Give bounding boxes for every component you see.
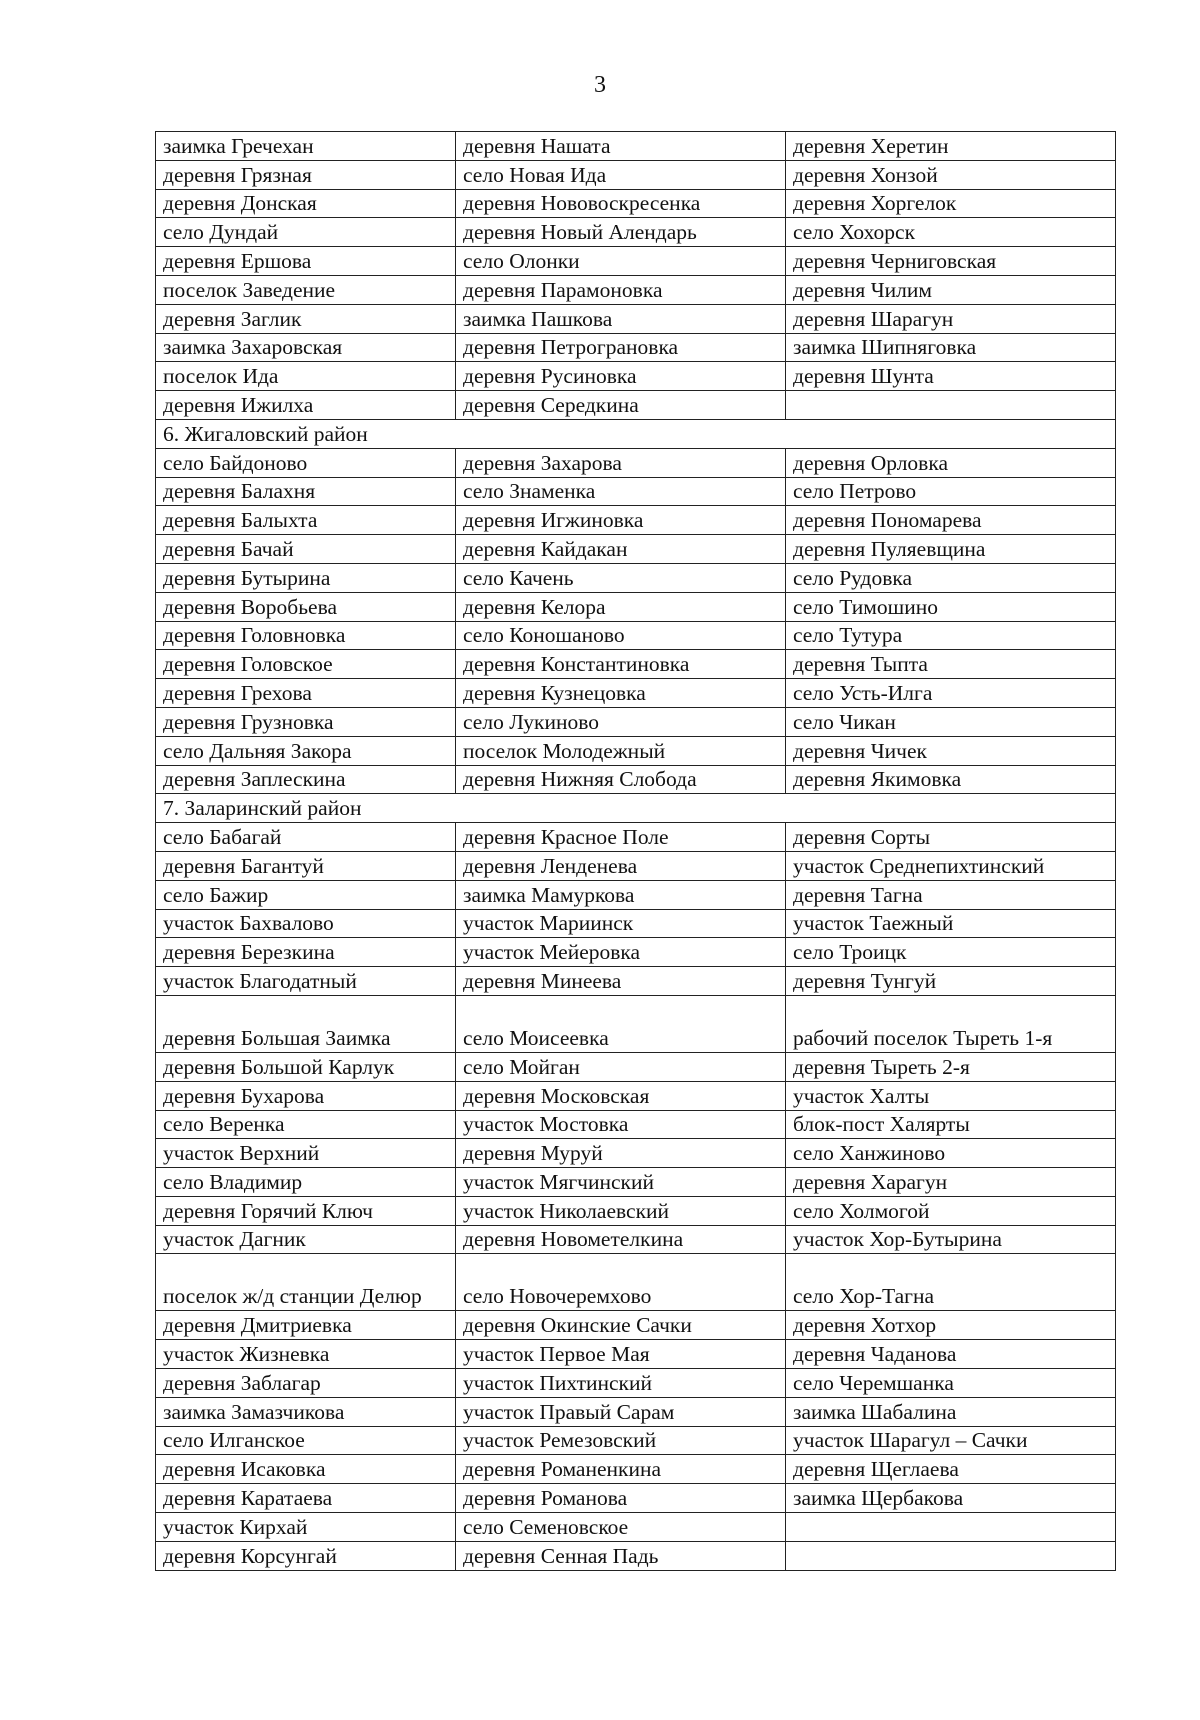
table-cell: деревня Большой Карлук — [156, 1052, 456, 1081]
table-cell: деревня Минеева — [456, 967, 786, 996]
table-cell: деревня Хотхор — [786, 1311, 1116, 1340]
table-cell: село Семеновское — [456, 1513, 786, 1542]
table-cell: деревня Заглик — [156, 304, 456, 333]
table-cell: деревня Чаданова — [786, 1340, 1116, 1369]
table-cell: участок Дагник — [156, 1225, 456, 1254]
table-cell: село Качень — [456, 563, 786, 592]
table-row — [156, 1340, 1116, 1369]
table-cell: деревня Пуляевщина — [786, 535, 1116, 564]
table-cell: деревня Большая Заимка — [156, 995, 456, 1052]
table-cell: деревня Сенная Падь — [456, 1541, 786, 1570]
table-row — [156, 477, 1116, 506]
table-cell — [786, 1541, 1116, 1570]
table-cell: деревня Сорты — [786, 823, 1116, 852]
table-row — [156, 1484, 1116, 1513]
table-cell — [786, 391, 1116, 420]
table-row — [156, 391, 1116, 420]
table-row — [156, 1513, 1116, 1542]
table-row — [156, 1311, 1116, 1340]
table-cell: участок Николаевский — [456, 1196, 786, 1225]
table-cell: блок-пост Халярты — [786, 1110, 1116, 1139]
table-cell: деревня Березкина — [156, 938, 456, 967]
table-cell: село Веренка — [156, 1110, 456, 1139]
table-cell: село Тимошино — [786, 592, 1116, 621]
table-cell: поселок Заведение — [156, 275, 456, 304]
table-cell: село Рудовка — [786, 563, 1116, 592]
table-row — [156, 506, 1116, 535]
table-cell: деревня Хонзой — [786, 160, 1116, 189]
table-row — [156, 160, 1116, 189]
table-cell: деревня Головновка — [156, 621, 456, 650]
table-cell: деревня Донская — [156, 189, 456, 218]
table-cell: участок Мостовка — [456, 1110, 786, 1139]
table-cell: деревня Заплескина — [156, 765, 456, 794]
table-cell: деревня Игжиновка — [456, 506, 786, 535]
table-cell: участок Первое Мая — [456, 1340, 786, 1369]
table-cell: заимка Щербакова — [786, 1484, 1116, 1513]
table-cell: заимка Гречехан — [156, 132, 456, 161]
table-cell: деревня Красное Поле — [456, 823, 786, 852]
table-cell: участок Благодатный — [156, 967, 456, 996]
table-cell: село Ханжиново — [786, 1139, 1116, 1168]
table-cell: деревня Балахня — [156, 477, 456, 506]
table-cell: село Хохорск — [786, 218, 1116, 247]
table-cell: рабочий поселок Тыреть 1-я — [786, 995, 1116, 1052]
table-cell: деревня Головское — [156, 650, 456, 679]
table-cell: село Знаменка — [456, 477, 786, 506]
table-cell: деревня Тунгуй — [786, 967, 1116, 996]
table-row — [156, 765, 1116, 794]
table-row — [156, 967, 1116, 996]
table-row — [156, 1168, 1116, 1197]
table-cell: деревня Щеглаева — [786, 1455, 1116, 1484]
table-row — [156, 1455, 1116, 1484]
table-cell: поселок ж/д станции Делюр — [156, 1254, 456, 1311]
table-cell: село Илганское — [156, 1426, 456, 1455]
table-row — [156, 218, 1116, 247]
table-cell: деревня Новометелкина — [456, 1225, 786, 1254]
table-row — [156, 563, 1116, 592]
table-row — [156, 592, 1116, 621]
table-cell: деревня Константиновка — [456, 650, 786, 679]
table-cell: село Байдоново — [156, 448, 456, 477]
table-row — [156, 736, 1116, 765]
table-cell: участок Таежный — [786, 909, 1116, 938]
section-title: 6. Жигаловский район — [156, 419, 1116, 448]
table-cell: деревня Парамоновка — [456, 275, 786, 304]
table-cell: участок Правый Сарам — [456, 1397, 786, 1426]
table-row — [156, 938, 1116, 967]
table-cell: деревня Ижилха — [156, 391, 456, 420]
table-cell: участок Мейеровка — [456, 938, 786, 967]
table-row — [156, 189, 1116, 218]
table-cell: участок Бахвалово — [156, 909, 456, 938]
table-cell: деревня Шарагун — [786, 304, 1116, 333]
table-cell: участок Пихтинский — [456, 1369, 786, 1398]
table-cell: деревня Тагна — [786, 880, 1116, 909]
table-cell: поселок Ида — [156, 362, 456, 391]
table-cell: деревня Балыхта — [156, 506, 456, 535]
table-cell: село Петрово — [786, 477, 1116, 506]
table-cell: деревня Кайдакан — [456, 535, 786, 564]
table-cell: деревня Келора — [456, 592, 786, 621]
table-row — [156, 1254, 1116, 1311]
table-cell: деревня Воробьева — [156, 592, 456, 621]
table-cell: заимка Мамуркова — [456, 880, 786, 909]
table-cell: участок Мариинск — [456, 909, 786, 938]
table-row — [156, 1110, 1116, 1139]
table-cell: село Дундай — [156, 218, 456, 247]
table-row — [156, 1052, 1116, 1081]
table-cell: деревня Нижняя Слобода — [456, 765, 786, 794]
table-cell: село Бажир — [156, 880, 456, 909]
table-cell: село Тутура — [786, 621, 1116, 650]
table-cell: деревня Харагун — [786, 1168, 1116, 1197]
table-row — [156, 1426, 1116, 1455]
table-cell: деревня Чилим — [786, 275, 1116, 304]
table-row — [156, 1139, 1116, 1168]
table-cell: деревня Петрограновка — [456, 333, 786, 362]
settlements-table-body — [156, 132, 1116, 1571]
table-cell: деревня Русиновка — [456, 362, 786, 391]
table-cell: деревня Нововоскресенка — [456, 189, 786, 218]
table-cell: село Дальняя Закора — [156, 736, 456, 765]
table-cell: село Коношаново — [456, 621, 786, 650]
table-cell: село Хор-Тагна — [786, 1254, 1116, 1311]
table-cell: деревня Багантуй — [156, 851, 456, 880]
table-cell: деревня Тыпта — [786, 650, 1116, 679]
table-cell: село Бабагай — [156, 823, 456, 852]
settlements-table — [155, 131, 1116, 1571]
table-row — [156, 1397, 1116, 1426]
table-cell: деревня Тыреть 2-я — [786, 1052, 1116, 1081]
table-cell: деревня Бачай — [156, 535, 456, 564]
table-cell: деревня Дмитриевка — [156, 1311, 456, 1340]
table-cell: деревня Муруй — [456, 1139, 786, 1168]
table-row — [156, 909, 1116, 938]
table-cell: деревня Грехова — [156, 679, 456, 708]
section-header-row — [156, 419, 1116, 448]
table-cell — [786, 1513, 1116, 1542]
table-row — [156, 995, 1116, 1052]
table-cell: деревня Новый Алендарь — [456, 218, 786, 247]
table-cell: село Мойган — [456, 1052, 786, 1081]
table-cell: деревня Романенкина — [456, 1455, 786, 1484]
table-cell: деревня Каратаева — [156, 1484, 456, 1513]
table-row — [156, 621, 1116, 650]
table-row — [156, 679, 1116, 708]
table-cell: заимка Шабалина — [786, 1397, 1116, 1426]
table-cell: заимка Пашкова — [456, 304, 786, 333]
table-cell: деревня Кузнецовка — [456, 679, 786, 708]
table-row — [156, 707, 1116, 736]
table-row — [156, 333, 1116, 362]
table-cell: заимка Захаровская — [156, 333, 456, 362]
table-cell: деревня Ленденева — [456, 851, 786, 880]
section-title: 7. Заларинский район — [156, 794, 1116, 823]
table-cell: деревня Горячий Ключ — [156, 1196, 456, 1225]
page-number: 3 — [594, 72, 606, 98]
table-row — [156, 535, 1116, 564]
table-cell: деревня Пономарева — [786, 506, 1116, 535]
table-cell: деревня Херетин — [786, 132, 1116, 161]
table-row — [156, 851, 1116, 880]
table-row — [156, 880, 1116, 909]
table-row — [156, 1081, 1116, 1110]
table-cell: заимка Шипняговка — [786, 333, 1116, 362]
table-row — [156, 304, 1116, 333]
table-cell: деревня Заблагар — [156, 1369, 456, 1398]
table-cell: деревня Чичек — [786, 736, 1116, 765]
table-cell: участок Шарагул – Сачки — [786, 1426, 1116, 1455]
table-cell: деревня Орловка — [786, 448, 1116, 477]
table-cell: деревня Захарова — [456, 448, 786, 477]
table-cell: заимка Замазчикова — [156, 1397, 456, 1426]
table-row — [156, 448, 1116, 477]
table-cell: деревня Окинские Сачки — [456, 1311, 786, 1340]
table-row — [156, 362, 1116, 391]
table-row — [156, 275, 1116, 304]
table-cell: село Троицк — [786, 938, 1116, 967]
table-cell: участок Жизневка — [156, 1340, 456, 1369]
table-row — [156, 132, 1116, 161]
table-cell: деревня Хоргелок — [786, 189, 1116, 218]
table-cell: участок Мягчинский — [456, 1168, 786, 1197]
table-cell: участок Ремезовский — [456, 1426, 786, 1455]
table-cell: деревня Исаковка — [156, 1455, 456, 1484]
section-header-row — [156, 794, 1116, 823]
table-row — [156, 1196, 1116, 1225]
table-cell: деревня Шунта — [786, 362, 1116, 391]
table-cell: деревня Черниговская — [786, 247, 1116, 276]
table-cell: деревня Московская — [456, 1081, 786, 1110]
table-cell: село Лукиново — [456, 707, 786, 736]
table-cell: село Моисеевка — [456, 995, 786, 1052]
table-cell: деревня Бутырина — [156, 563, 456, 592]
table-cell: участок Кирхай — [156, 1513, 456, 1542]
table-cell: село Холмогой — [786, 1196, 1116, 1225]
table-cell: село Новочеремхово — [456, 1254, 786, 1311]
table-cell: деревня Середкина — [456, 391, 786, 420]
table-cell: село Чикан — [786, 707, 1116, 736]
table-row — [156, 247, 1116, 276]
table-cell: участок Верхний — [156, 1139, 456, 1168]
table-cell: деревня Корсунгай — [156, 1541, 456, 1570]
table-row — [156, 1369, 1116, 1398]
table-cell: деревня Якимовка — [786, 765, 1116, 794]
table-cell: село Новая Ида — [456, 160, 786, 189]
table-cell: деревня Грузновка — [156, 707, 456, 736]
table-cell: участок Хор-Бутырина — [786, 1225, 1116, 1254]
table-cell: село Усть-Илга — [786, 679, 1116, 708]
table-cell: село Черемшанка — [786, 1369, 1116, 1398]
table-cell: село Владимир — [156, 1168, 456, 1197]
table-cell: деревня Нашата — [456, 132, 786, 161]
table-cell: участок Среднепихтинский — [786, 851, 1116, 880]
table-cell: участок Халты — [786, 1081, 1116, 1110]
table-row — [156, 650, 1116, 679]
table-row — [156, 1541, 1116, 1570]
table-cell: село Олонки — [456, 247, 786, 276]
table-cell: деревня Бухарова — [156, 1081, 456, 1110]
table-row — [156, 823, 1116, 852]
table-cell: деревня Грязная — [156, 160, 456, 189]
table-cell: деревня Ершова — [156, 247, 456, 276]
table-row — [156, 1225, 1116, 1254]
table-cell: деревня Романова — [456, 1484, 786, 1513]
table-cell: поселок Молодежный — [456, 736, 786, 765]
